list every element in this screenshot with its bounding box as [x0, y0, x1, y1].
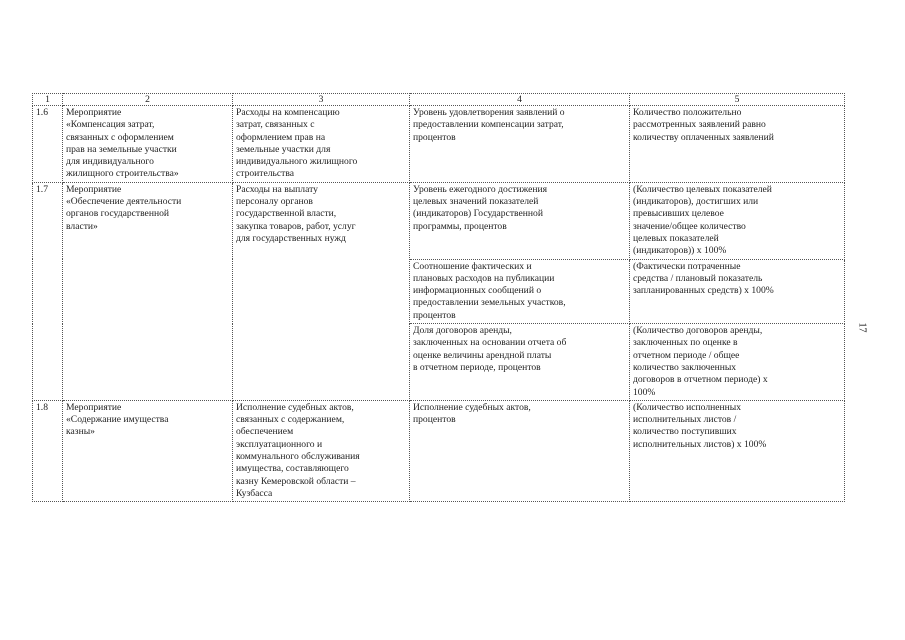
indicator-cell: Доля договоров аренды, заключенных на основании отчета об оценке величины арендной платы в отчетном периоде, процентов [410, 324, 630, 401]
row-number: 1.6 [33, 106, 63, 183]
event-cell: Мероприятие «Обеспечение деятельности органов государственной власти» [63, 182, 233, 400]
column-number-3: 3 [233, 94, 410, 106]
expenses-cell: Расходы на компенсацию затрат, связанных с оформлением прав на земельные участки для индивидуального жилищного строительства [233, 106, 410, 183]
table-row [33, 182, 845, 259]
formula-cell: (Фактически потраченные средства / плановый показатель запланированных средств) x 100% [630, 259, 845, 323]
column-number-row [33, 94, 845, 106]
table-row [33, 106, 845, 183]
formula-cell: (Количество исполненных исполнительных листов / количество поступивших исполнительных листов) x 100% [630, 400, 845, 501]
event-cell: Мероприятие «Компенсация затрат, связанных с оформлением прав на земельные участки для индивидуального жилищного строительства» [63, 106, 233, 183]
row-number: 1.8 [33, 400, 63, 501]
indicator-cell: Уровень ежегодного достижения целевых значений показателей (индикаторов) Государственной программы, процентов [410, 182, 630, 259]
event-cell: Мероприятие «Содержание имущества казны» [63, 400, 233, 501]
column-number-5: 5 [630, 94, 845, 106]
page-number: 17 [856, 322, 868, 333]
formula-cell: Количество положительно рассмотренных заявлений равно количеству оплаченных заявлений [630, 106, 845, 183]
table-row [33, 400, 845, 501]
formula-cell: (Количество договоров аренды, заключенных по оценке в отчетном периоде / общее количество заключенных договоров в отчетном периоде) x 100% [630, 324, 845, 401]
expenses-cell: Расходы на выплату персоналу органов государственной власти, закупка товаров, работ, услуг для государственных нужд [233, 182, 410, 400]
column-number-4: 4 [410, 94, 630, 106]
indicator-cell: Уровень удовлетворения заявлений о предоставлении компенсации затрат, процентов [410, 106, 630, 183]
indicator-cell: Исполнение судебных актов, процентов [410, 400, 630, 501]
column-number-1: 1 [33, 94, 63, 106]
expenses-cell: Исполнение судебных актов, связанных с содержанием, обеспечением эксплуатационного и коммунального обслуживания имущества, составляющего казну Кемеровской области – Кузбасса [233, 400, 410, 501]
indicator-cell: Соотношение фактических и плановых расходов на публикации информационных сообщений о предоставлении земельных участков, процентов [410, 259, 630, 323]
row-number: 1.7 [33, 182, 63, 400]
formula-cell: (Количество целевых показателей (индикаторов), достигших или превысивших целевое значение/общее количество целевых показателей (индикаторов)) x 100% [630, 182, 845, 259]
measures-table [32, 93, 845, 502]
column-number-2: 2 [63, 94, 233, 106]
